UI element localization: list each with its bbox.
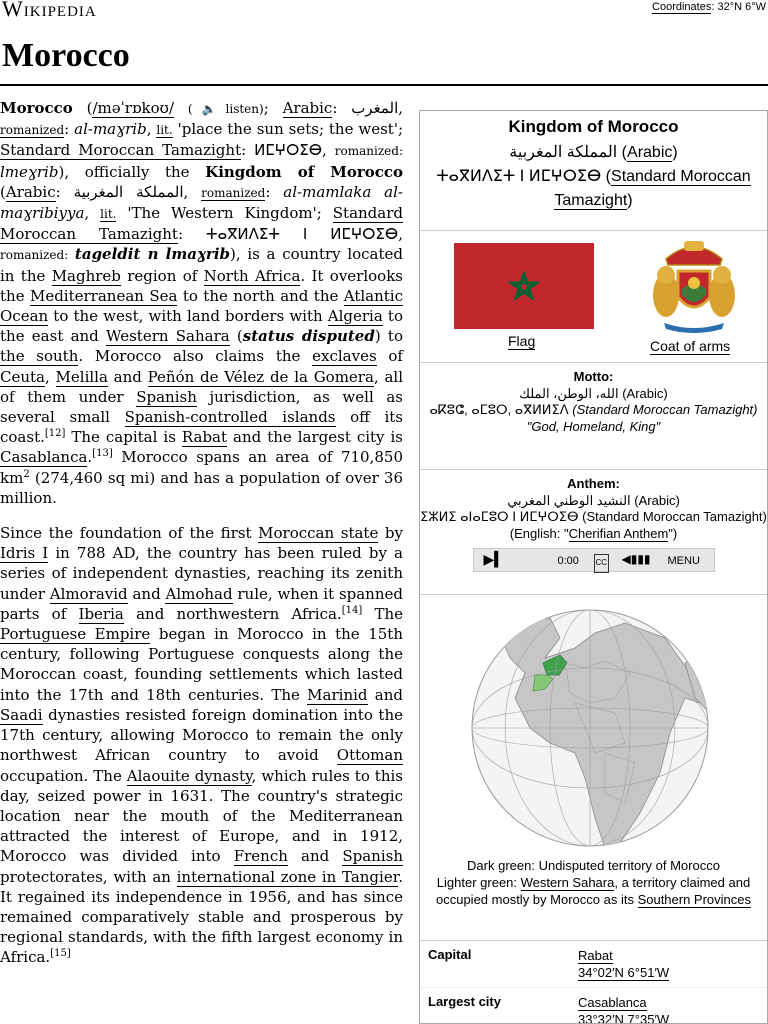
volume-icon[interactable]: ◀▮▮▮ bbox=[621, 552, 651, 566]
history-paragraph: Since the foundation of the first Moroccan state by Idris I in 788 AD, the country has been ruled by a series of independent dynasties, reaching its zenith under Almoravid and Almohad rule, when it spanned parts of Iberia and northwestern Africa.[14] The Portuguese Empire began in Morocco in the 15th century, following Portuguese conquests along the Moroccan coast, founding settlements which lasted into the 17th and 18th centuries. The Marinid and Saadi dynasties resisted foreign domination into the 17th century, allowing Morocco to remain the only northwest African country to avoid Ottoman occupation. The Alaouite dynasty, which rules to this day, seized power in 1631. The country's strategic location near the mouth of the Mediterranean attracted the interest of Europe, and in 1912, Morocco was divided into French and Spanish protectorates, with an international zone in Tangier. It regained its independence in 1956, and has since remained comparatively stable and prosperous by regional standards, with the fifth largest economy in Africa.[15] bbox=[0, 524, 404, 967]
maghreb-link[interactable]: Maghreb bbox=[51, 266, 121, 285]
anthem-tamazight: ⵉⵣⵍⵉ ⴰⵏⴰⵎⵓⵔ ⵏ ⵍⵎⵖⵔⵉⴱ bbox=[420, 509, 579, 524]
coa-caption[interactable]: Coat of arms bbox=[650, 338, 731, 354]
moroccan-state-link[interactable]: Moroccan state bbox=[258, 524, 379, 543]
largest-city-coords-link[interactable]: 33°32′N 7°35′W bbox=[578, 1012, 669, 1024]
infobox-row-capital bbox=[420, 941, 767, 988]
row-label: Capital bbox=[428, 947, 472, 962]
audio-player[interactable] bbox=[473, 548, 715, 572]
native-name-tamazight: ⵜⴰⴳⵍⴷⵉⵜ ⵏ ⵍⵎⵖⵔⵉⴱ bbox=[436, 168, 602, 185]
ceuta-link[interactable]: Ceuta bbox=[0, 367, 45, 386]
anthem-english-link[interactable]: Cherifian Anthem bbox=[568, 525, 669, 541]
spanish-link[interactable]: Spanish bbox=[136, 387, 197, 406]
arabic-link-2[interactable]: Arabic bbox=[5, 182, 56, 201]
mediterranean-link[interactable]: Mediterranean Sea bbox=[29, 286, 178, 305]
almohad-link[interactable]: Almohad bbox=[165, 584, 233, 603]
infobox-row-largest-city bbox=[420, 988, 767, 1024]
ref-14[interactable]: [14] bbox=[341, 604, 363, 616]
player-time: 0:00 bbox=[557, 555, 579, 567]
tamazight-link[interactable]: Standard Moroccan Tamazight bbox=[0, 141, 242, 160]
ref-13[interactable]: [13] bbox=[92, 448, 113, 460]
saadi-link[interactable]: Saadi bbox=[0, 705, 43, 724]
page-title: Morocco bbox=[2, 37, 130, 74]
flag-coa-section bbox=[420, 231, 767, 363]
title-divider bbox=[0, 84, 768, 86]
anthem-english-suffix: ") bbox=[668, 525, 678, 541]
coat-of-arms-image[interactable] bbox=[648, 239, 740, 333]
map-caption-line2-prefix: Lighter green: bbox=[436, 875, 521, 890]
anthem-english-prefix: (English: " bbox=[509, 525, 569, 541]
infobox-header bbox=[420, 117, 767, 231]
map-caption-line1: Dark green: Undisputed territory of Morocco bbox=[467, 858, 720, 873]
map-section bbox=[420, 595, 767, 941]
tamazight-lang-link[interactable]: Standard Moroccan Tamazight bbox=[554, 168, 751, 209]
ref-12[interactable]: [12] bbox=[44, 428, 66, 440]
lit-link[interactable]: lit. bbox=[156, 123, 173, 138]
western-sahara-link[interactable]: Western Sahara bbox=[106, 327, 230, 346]
portuguese-empire-link[interactable]: Portuguese Empire bbox=[0, 625, 151, 644]
romanized-link[interactable]: romanized bbox=[0, 123, 65, 138]
coordinates[interactable] bbox=[652, 1, 766, 13]
map-caption-western-sahara-link[interactable]: Western Sahara bbox=[520, 875, 615, 890]
motto-tamazight-lang: (Standard Moroccan Tamazight) bbox=[572, 402, 758, 417]
anthem-arabic-lang: (Arabic) bbox=[634, 492, 680, 508]
motto-arabic-lang: (Arabic) bbox=[622, 385, 668, 401]
alaouite-link[interactable]: Alaouite dynasty bbox=[126, 766, 252, 785]
marinid-link[interactable]: Marinid bbox=[307, 685, 368, 704]
capital-link[interactable]: Rabat bbox=[578, 948, 613, 963]
flag-caption[interactable]: Flag bbox=[508, 333, 536, 349]
infobox-title: Kingdom of Morocco bbox=[508, 117, 679, 136]
motto-tamazight: ⴰⴽⵓⵛ, ⴰⵎⵓⵔ, ⴰⴳⵍⵍⵉⴷ bbox=[429, 402, 569, 417]
native-name-arabic: المملكة المغربية bbox=[509, 144, 618, 161]
ipa-link[interactable]: /məˈrɒkoʊ/ bbox=[92, 99, 174, 117]
map-caption-line2-mid: , a territory claimed and occupied mostly by Morocco as its bbox=[435, 875, 751, 907]
orthographic-map-image[interactable] bbox=[455, 603, 725, 853]
wikipedia-wordmark[interactable]: Wikipedia bbox=[2, 0, 97, 21]
motto-english: "God, Homeland, King" bbox=[526, 418, 661, 434]
coordinates-label[interactable]: Coordinates bbox=[652, 1, 712, 13]
infobox-native-names: المملكة المغربية (Arabic) ⵜⴰⴳⵍⴷⵉⵜ ⵏ ⵍⵎⵖⵔⵉⴱ (Standard Moroccan Tamazight) bbox=[436, 144, 751, 209]
row-label: Largest city bbox=[428, 994, 501, 1009]
south-link[interactable]: the south bbox=[0, 347, 79, 366]
listen-link[interactable]: (🔈listen) bbox=[187, 102, 264, 116]
largest-city-link[interactable]: Casablanca bbox=[578, 995, 647, 1010]
spanish-protectorate-link[interactable]: Spanish bbox=[342, 847, 403, 866]
french-link[interactable]: French bbox=[233, 847, 288, 866]
anthem-heading: Anthem: bbox=[567, 476, 620, 491]
rabat-link[interactable]: Rabat bbox=[181, 428, 228, 447]
arabic-link[interactable]: Arabic bbox=[282, 99, 333, 117]
flag-image[interactable] bbox=[454, 243, 594, 329]
star-pentagram-icon bbox=[508, 271, 540, 303]
anthem-arabic: النشيد الوطني المغربي bbox=[507, 492, 631, 508]
north-africa-link[interactable]: North Africa bbox=[203, 266, 301, 285]
lit-link-2[interactable]: lit. bbox=[100, 207, 117, 222]
penon-link[interactable]: Peñón de Vélez de la Gomera bbox=[147, 367, 374, 386]
article-body bbox=[0, 98, 403, 983]
motto-section bbox=[420, 363, 767, 470]
algeria-link[interactable]: Algeria bbox=[327, 307, 383, 326]
map-caption-southern-provinces-link[interactable]: Southern Provinces bbox=[637, 892, 752, 907]
idris-link[interactable]: Idris I bbox=[0, 544, 49, 563]
infobox bbox=[419, 110, 768, 1024]
islands-link[interactable]: Spanish-controlled islands bbox=[124, 408, 336, 427]
iberia-link[interactable]: Iberia bbox=[78, 604, 124, 623]
casablanca-link[interactable]: Casablanca bbox=[0, 448, 88, 467]
motto-heading: Motto: bbox=[573, 369, 614, 384]
lead-paragraph: Morocco (/məˈrɒkoʊ/ (🔈listen); Arabic: المغرب, romanized: al-maɣrib, lit. 'place the sun sets; the west'; Standard Moroccan Tamazight: ⵍⵎⵖⵔⵉⴱ, romanized: lmeɣrib), officially the Kingdom of Morocco (Arabic: المملكة المغربية, romanized: al-mamlaka al-maɣribiyya, lit. 'The Western Kingdom'; Standard Moroccan Tamazight: ⵜⴰⴳⵍⴷⵉⵜ ⵏ ⵍⵎⵖⵔⵉⴱ, romanized: tageldit n lmaɣrib), is a country located in the Maghreb region of North Africa. It overlooks the Mediterranean Sea to the north and the Atlantic Ocean to the west, with land borders with Algeria to the east and Western Sahara (status disputed) to the south. Morocco also claims the exclaves of Ceuta, Melilla and Peñón de Vélez de la Gomera, all of them under Spanish jurisdiction, as well as several small Spanish-controlled islands off its coast.[12] The capital is Rabat and the largest city is Casablanca.[13] Morocco spans an area of 710,850 $km^2$ (274,460 sq mi) and has a population of over 36 million. bbox=[0, 99, 404, 507]
exclaves-link[interactable]: exclaves bbox=[312, 347, 377, 366]
map-caption bbox=[420, 857, 767, 908]
anthem-tamazight-lang: (Standard Moroccan Tamazight) bbox=[582, 509, 767, 524]
atlantic-link[interactable]: Atlantic Ocean bbox=[0, 286, 403, 326]
melilla-link[interactable]: Melilla bbox=[55, 367, 108, 386]
romanized-link-2[interactable]: romanized bbox=[201, 185, 266, 200]
play-icon[interactable]: ▶▍ bbox=[483, 551, 506, 567]
closed-captions-icon[interactable]: CC bbox=[594, 554, 610, 573]
ottoman-link[interactable]: Ottoman bbox=[336, 746, 403, 765]
anthem-section bbox=[420, 470, 767, 595]
tangier-link[interactable]: international zone in Tangier bbox=[176, 867, 399, 886]
motto-arabic: الله، الوطن، الملك bbox=[519, 385, 619, 401]
player-menu[interactable]: MENU bbox=[667, 555, 700, 567]
coordinates-value: : 32°N 6°W bbox=[711, 1, 766, 13]
capital-coords-link[interactable]: 34°02′N 6°51′W bbox=[578, 965, 670, 980]
tamazight-link-2[interactable]: Standard Moroccan Tamazight bbox=[0, 204, 403, 244]
ref-15[interactable]: [15] bbox=[50, 948, 71, 960]
arabic-lang-link[interactable]: Arabic bbox=[627, 144, 673, 161]
almoravid-link[interactable]: Almoravid bbox=[49, 584, 128, 603]
